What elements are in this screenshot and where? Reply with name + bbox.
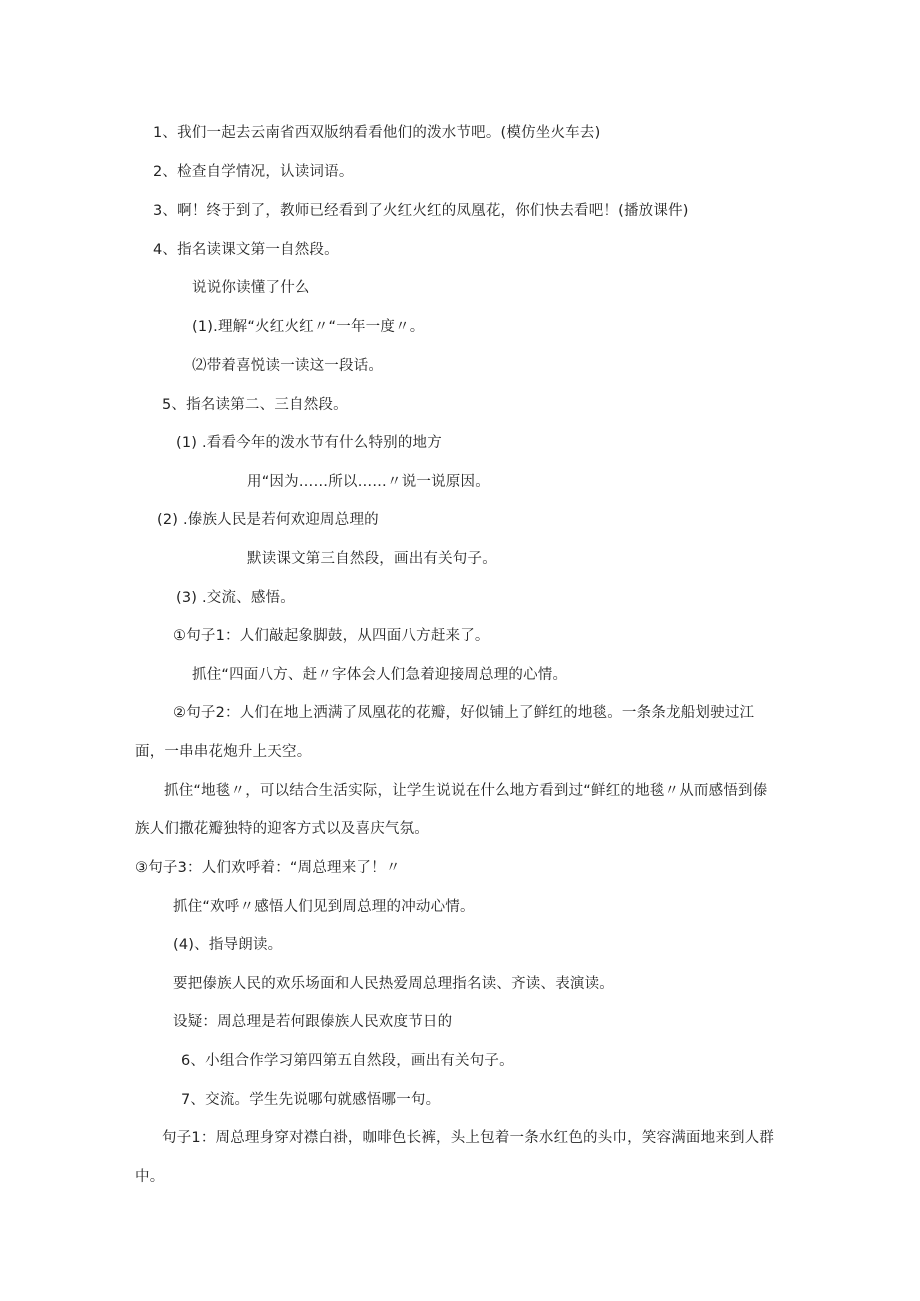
text-line: 面，一串串花炮升上天空。	[135, 744, 312, 760]
text-line: 7、交流。学生先说哪句就感悟哪一句。	[181, 1092, 441, 1108]
text-line: 2、检查自学情况，认读词语。	[153, 164, 354, 180]
text-line: (3) .交流、感悟。	[176, 590, 295, 606]
text-line: 6、小组合作学习第四第五自然段，画出有关句子。	[181, 1053, 514, 1069]
text-line: (4)、指导朗读。	[173, 937, 283, 953]
text-line: 族人们撒花瓣独特的迎客方式以及喜庆气氛。	[135, 821, 429, 837]
text-line: (2) .傣族人民是若何欢迎周总理的	[157, 512, 379, 528]
text-line: 中。	[135, 1169, 165, 1185]
text-line: ①句子1：人们敲起象脚鼓，从四面八方赶来了。	[173, 628, 490, 644]
text-line: 抓住“四面八方、赶〃字体会人们急着迎接周总理的心情。	[192, 667, 568, 683]
text-line: ⑵带着喜悦读一读这一段话。	[192, 358, 384, 374]
text-line: 句子1：周总理身穿对襟白褂，咖啡色长裤，头上包着一条水红色的头巾，笑容满面地来到人群	[162, 1130, 775, 1146]
text-line: ③句子3：人们欢呼着：“周总理来了！〃	[135, 860, 401, 876]
text-line: (1) .看看今年的泼水节有什么特别的地方	[176, 435, 442, 451]
text-line: 要把傣族人民的欢乐场面和人民热爱周总理指名读、齐读、表演读。	[173, 976, 614, 992]
text-line: 3、啊！终于到了，教师已经看到了火红火红的凤凰花，你们快去看吧！(播放课件)	[153, 203, 689, 219]
text-line: ②句子2：人们在地上洒满了凤凰花的花瓣，好似铺上了鲜红的地毯。一条条龙船划驶过江	[173, 705, 755, 721]
text-line: 用“因为……所以……〃说一说原因。	[247, 474, 490, 490]
text-line: 说说你读懂了什么	[192, 280, 310, 296]
text-line: 1、我们一起去云南省西双版纳看看他们的泼水节吧。(模仿坐火车去)	[153, 125, 601, 141]
text-line: 抓住“地毯〃，可以结合生活实际，让学生说说在什么地方看到过“鲜红的地毯〃从而感悟到傣	[164, 783, 768, 799]
text-line: 默读课文第三自然段，画出有关句子。	[247, 551, 497, 567]
text-line: 抓住“欢呼〃感悟人们见到周总理的冲动心情。	[173, 899, 475, 915]
text-line: 5、指名读第二、三自然段。	[162, 397, 348, 413]
text-line: (1).理解“火红火红〃“一年一度〃。	[192, 319, 425, 335]
text-line: 设疑：周总理是若何跟傣族人民欢度节日的	[173, 1014, 453, 1030]
text-line: 4、指名读课文第一自然段。	[153, 242, 339, 258]
